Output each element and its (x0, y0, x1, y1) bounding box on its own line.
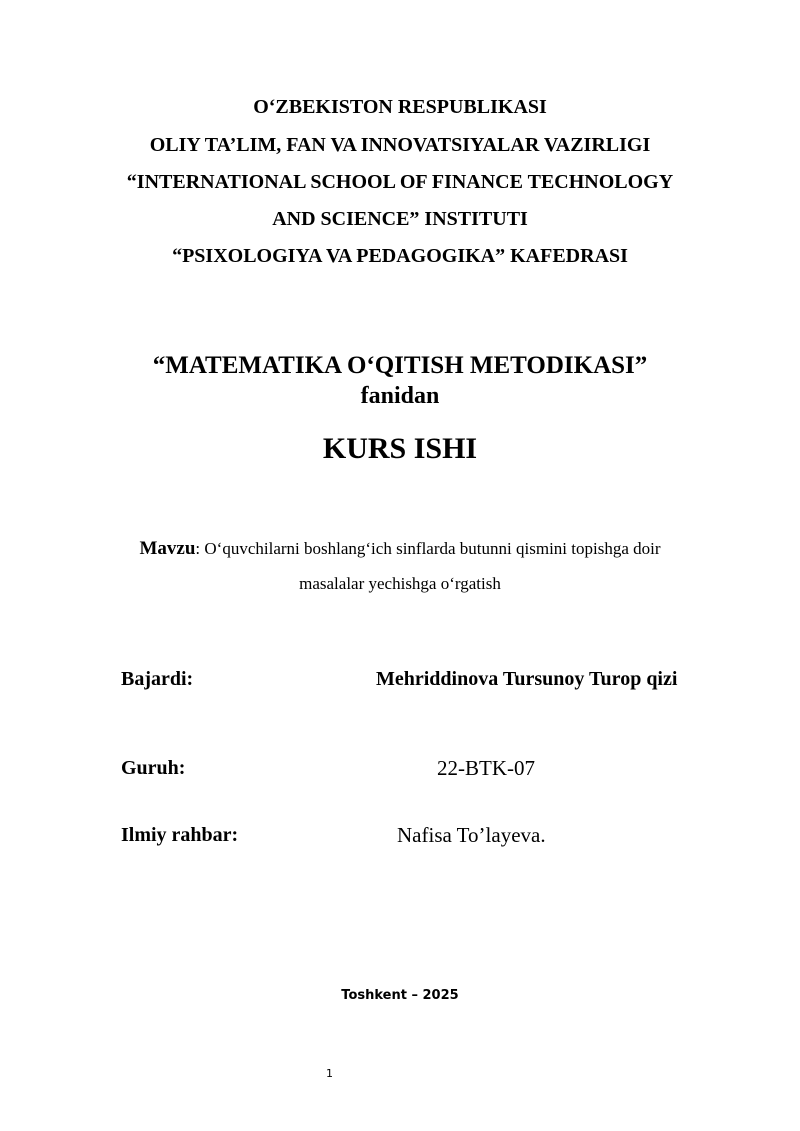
topic-line-1 (0, 538, 800, 560)
document-type: KURS ISHI (322, 432, 478, 465)
group-value: 22-BTK-07 (437, 756, 535, 780)
supervisor-name: Nafisa To’layeva. (397, 823, 546, 847)
page-number: 1 (326, 1067, 333, 1080)
subject-title: “MATEMATIKA O‘QITISH METODIKASI” (152, 352, 648, 379)
topic-line-2: masalalar yechishga o‘rgatish (299, 574, 501, 593)
topic-separator: : (195, 539, 205, 558)
place-year: Toshkent – 2025 (341, 988, 459, 1003)
topic-label: Mavzu (139, 538, 196, 559)
header-country: O‘ZBEKISTON RESPUBLIKASI (253, 96, 547, 118)
subject-suffix: fanidan (360, 383, 440, 409)
header-department: “PSIXOLOGIYA VA PEDAGOGIKA” KAFEDRASI (172, 245, 628, 267)
performer-name: Mehriddinova Tursunoy Turop qizi (376, 668, 678, 690)
supervisor-label: Ilmiy rahbar: (121, 824, 239, 846)
topic-text-1: O‘quvchilarni boshlang‘ich sinflarda butunni qismini topishga doir (204, 539, 661, 558)
header-institute-line1: “INTERNATIONAL SCHOOL OF FINANCE TECHNOLOGY (126, 171, 674, 193)
group-label: Guruh: (121, 757, 186, 779)
header-ministry: OLIY TA’LIM, FAN VA INNOVATSIYALAR VAZIRLIGI (149, 134, 651, 156)
performer-label: Bajardi: (121, 668, 194, 690)
header-institute-line2: AND SCIENCE” INSTITUTI (272, 208, 528, 230)
